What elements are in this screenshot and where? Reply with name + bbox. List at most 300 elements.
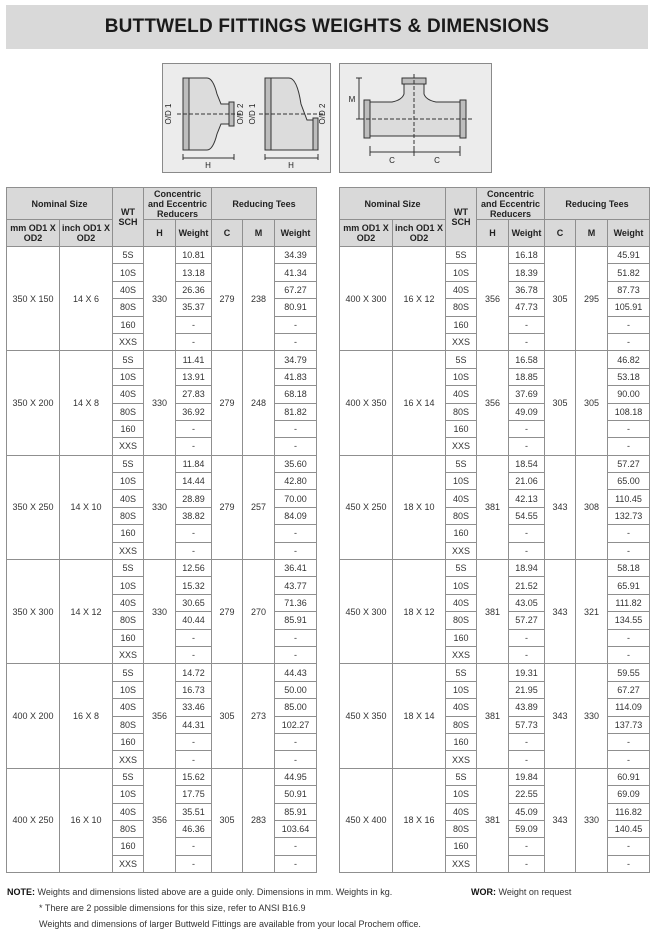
reducer-weight: 18.94: [509, 560, 545, 577]
reducer-weight: -: [509, 646, 545, 663]
reducer-drawing: [163, 64, 330, 172]
reducer-weight: -: [176, 525, 212, 542]
table-row: [340, 768, 650, 785]
tee-weight: 45.91: [608, 247, 650, 264]
reducer-weight: -: [509, 525, 545, 542]
reducer-weight: 35.51: [176, 803, 212, 820]
tee-m: 295: [576, 247, 608, 351]
reducer-weight: -: [176, 751, 212, 768]
wt-sch-header: WT SCH: [446, 188, 477, 247]
reducer-h: 381: [477, 560, 509, 664]
tee-weight: -: [275, 855, 317, 872]
reducer-weight: 36.92: [176, 403, 212, 420]
tee-weight: -: [608, 646, 650, 663]
reducer-diagram: [162, 63, 331, 173]
schedule: XXS: [446, 542, 477, 559]
reducer-weight: 47.73: [509, 299, 545, 316]
schedule: 5S: [446, 455, 477, 472]
tee-weight: 87.73: [608, 281, 650, 298]
reducers-header: Concentric and Eccentric Reducers: [144, 188, 212, 220]
wor-note: [471, 884, 571, 900]
wt-sch-header: WT SCH: [113, 188, 144, 247]
table-body: [340, 247, 650, 873]
c-header: C: [212, 220, 243, 247]
schedule: 160: [113, 316, 144, 333]
tee-weight: 42.80: [275, 473, 317, 490]
schedule: 80S: [446, 612, 477, 629]
tee-weight: 50.00: [275, 681, 317, 698]
tee-weight: 43.77: [275, 577, 317, 594]
schedule: 40S: [113, 281, 144, 298]
reducer-weight: 12.56: [176, 560, 212, 577]
reducer-weight: -: [509, 420, 545, 437]
tee-c: 279: [212, 455, 243, 559]
wor-label: WOR:: [471, 887, 496, 897]
table-row: [7, 560, 317, 577]
tee-c: 279: [212, 560, 243, 664]
schedule: 10S: [113, 577, 144, 594]
tee-weight: -: [608, 733, 650, 750]
reducer-weight: 21.95: [509, 681, 545, 698]
reducer-weight: 43.89: [509, 699, 545, 716]
h-header: H: [144, 220, 176, 247]
schedule: 40S: [446, 803, 477, 820]
reducer-weight: 16.73: [176, 681, 212, 698]
tee-weight: -: [275, 751, 317, 768]
size-mm: 350 X 250: [7, 455, 60, 559]
reducer-weight: -: [176, 542, 212, 559]
tee-m: 257: [243, 455, 275, 559]
reducer-weight: 16.18: [509, 247, 545, 264]
table-row: [7, 664, 317, 681]
c-header: C: [545, 220, 576, 247]
reducer-weight: 57.27: [509, 612, 545, 629]
tee-weight: 69.09: [608, 786, 650, 803]
tee-weight: 60.91: [608, 768, 650, 785]
reducer-weight: 27.83: [176, 386, 212, 403]
reducer-weight: 49.09: [509, 403, 545, 420]
reducer-weight: 16.58: [509, 351, 545, 368]
tee-weight: -: [608, 542, 650, 559]
tee-m: 330: [576, 664, 608, 768]
tee-weight: -: [275, 542, 317, 559]
reducer-weight: 40.44: [176, 612, 212, 629]
schedule: 10S: [446, 473, 477, 490]
tee-weight: 34.39: [275, 247, 317, 264]
tee-diagram: [339, 63, 492, 173]
tee-weight: -: [275, 838, 317, 855]
m-label: M: [348, 95, 356, 104]
schedule: 40S: [446, 490, 477, 507]
tee-m: 305: [576, 351, 608, 455]
size-inch: 18 X 10: [393, 455, 446, 559]
tee-weight: 132.73: [608, 507, 650, 524]
nominal-size-header: Nominal Size: [340, 188, 446, 220]
tee-weight: 44.43: [275, 664, 317, 681]
reducer-weight: -: [176, 838, 212, 855]
tee-weight: -: [275, 525, 317, 542]
size-mm: 450 X 300: [340, 560, 393, 664]
schedule: 80S: [113, 403, 144, 420]
tee-c: 343: [545, 560, 576, 664]
tee-m: 308: [576, 455, 608, 559]
reducer-h: 356: [477, 351, 509, 455]
reducer-weight: 30.65: [176, 594, 212, 611]
reducer-weight: 35.37: [176, 299, 212, 316]
table-row: [7, 455, 317, 472]
schedule: 160: [446, 420, 477, 437]
tee-weight: 34.79: [275, 351, 317, 368]
reducer-weight: -: [509, 438, 545, 455]
reducer-weight: 18.85: [509, 368, 545, 385]
size-inch: 18 X 16: [393, 768, 446, 872]
tee-weight: -: [608, 751, 650, 768]
reducer-weight: -: [176, 646, 212, 663]
schedule: 5S: [446, 560, 477, 577]
tee-m: 273: [243, 664, 275, 768]
tee-c: 343: [545, 455, 576, 559]
schedule: XXS: [446, 855, 477, 872]
table-row: [7, 247, 317, 264]
reducer-h: 330: [144, 455, 176, 559]
schedule: 10S: [113, 681, 144, 698]
h-label-a: H: [205, 161, 211, 170]
c-label-a: C: [389, 156, 395, 165]
schedule: 80S: [113, 716, 144, 733]
reducer-weight: 21.52: [509, 577, 545, 594]
tee-weight: 67.27: [275, 281, 317, 298]
size-mm: 450 X 250: [340, 455, 393, 559]
tee-weight: 105.91: [608, 299, 650, 316]
tee-m: 321: [576, 560, 608, 664]
tee-weight: -: [275, 420, 317, 437]
reducer-weight: 18.54: [509, 455, 545, 472]
schedule: 40S: [446, 594, 477, 611]
schedule: 5S: [113, 455, 144, 472]
schedule: 5S: [446, 664, 477, 681]
note-line-3: Weights and dimensions of larger Buttweld Fittings are available from your local Prochem office.: [39, 919, 421, 929]
reducer-weight: 13.18: [176, 264, 212, 281]
table-row: [340, 247, 650, 264]
reducer-h: 356: [144, 664, 176, 768]
size-inch: 16 X 10: [60, 768, 113, 872]
schedule: 5S: [113, 351, 144, 368]
reducer-weight: 54.55: [509, 507, 545, 524]
schedule: 10S: [446, 368, 477, 385]
inch-header: inch OD1 X OD2: [393, 220, 446, 247]
reducer-weight: -: [509, 333, 545, 350]
reducer-weight: 59.09: [509, 820, 545, 837]
tee-m: 238: [243, 247, 275, 351]
tee-weight: 116.82: [608, 803, 650, 820]
table-body: [7, 247, 317, 873]
tee-weight: 46.82: [608, 351, 650, 368]
tee-weight: 103.64: [275, 820, 317, 837]
reducer-weight: 44.31: [176, 716, 212, 733]
tee-weight: 114.09: [608, 699, 650, 716]
tee-weight-header: Weight: [275, 220, 317, 247]
reducer-h: 356: [477, 247, 509, 351]
inch-header: inch OD1 X OD2: [60, 220, 113, 247]
size-inch: 14 X 6: [60, 247, 113, 351]
schedule: 40S: [446, 281, 477, 298]
schedule: 80S: [446, 299, 477, 316]
tee-weight: 85.91: [275, 612, 317, 629]
tee-weight: -: [275, 733, 317, 750]
reducer-h: 330: [144, 247, 176, 351]
schedule: 160: [113, 629, 144, 646]
tee-weight: -: [608, 629, 650, 646]
tee-weight: -: [275, 438, 317, 455]
reducer-weight: -: [176, 733, 212, 750]
tee-weight: 90.00: [608, 386, 650, 403]
tee-weight: 81.82: [275, 403, 317, 420]
size-mm: 350 X 300: [7, 560, 60, 664]
tee-c: 343: [545, 768, 576, 872]
schedule: 10S: [113, 264, 144, 281]
schedule: XXS: [446, 438, 477, 455]
table-row: [7, 768, 317, 785]
size-inch: 16 X 8: [60, 664, 113, 768]
reducer-weight: -: [176, 420, 212, 437]
reducer-weight-header: Weight: [509, 220, 545, 247]
tee-c: 343: [545, 664, 576, 768]
reducer-weight-header: Weight: [176, 220, 212, 247]
reducer-weight: 38.82: [176, 507, 212, 524]
schedule: XXS: [113, 855, 144, 872]
tee-weight-header: Weight: [608, 220, 650, 247]
schedule: 160: [446, 629, 477, 646]
tee-weight: -: [608, 420, 650, 437]
schedule: XXS: [113, 333, 144, 350]
tee-weight: 102.27: [275, 716, 317, 733]
size-inch: 18 X 12: [393, 560, 446, 664]
schedule: XXS: [113, 751, 144, 768]
reducer-weight: 46.36: [176, 820, 212, 837]
tee-weight: -: [608, 838, 650, 855]
tee-weight: 65.91: [608, 577, 650, 594]
tee-weight: 50.91: [275, 786, 317, 803]
tee-weight: -: [275, 629, 317, 646]
tee-c: 279: [212, 247, 243, 351]
schedule: 10S: [446, 264, 477, 281]
reducer-weight: 10.81: [176, 247, 212, 264]
reducer-weight: -: [176, 629, 212, 646]
schedule: 160: [446, 733, 477, 750]
size-mm: 400 X 250: [7, 768, 60, 872]
reducer-weight: 13.91: [176, 368, 212, 385]
h-label-b: H: [288, 161, 294, 170]
tee-weight: -: [608, 316, 650, 333]
reducer-weight: 15.62: [176, 768, 212, 785]
schedule: 10S: [446, 681, 477, 698]
schedule: 40S: [113, 386, 144, 403]
reducer-weight: -: [509, 629, 545, 646]
reducer-weight: 57.73: [509, 716, 545, 733]
od1-label-b: O/D 1: [248, 103, 257, 125]
dimensions-table-right: [339, 187, 650, 873]
schedule: 10S: [113, 473, 144, 490]
tee-weight: -: [608, 855, 650, 872]
tee-weight: 71.36: [275, 594, 317, 611]
size-mm: 400 X 200: [7, 664, 60, 768]
tee-weight: -: [275, 316, 317, 333]
size-mm: 350 X 150: [7, 247, 60, 351]
schedule: XXS: [113, 438, 144, 455]
schedule: 40S: [446, 699, 477, 716]
schedule: 160: [113, 733, 144, 750]
reducer-weight: 28.89: [176, 490, 212, 507]
tee-weight: 108.18: [608, 403, 650, 420]
schedule: 40S: [113, 699, 144, 716]
reducer-weight: 21.06: [509, 473, 545, 490]
tee-weight: 110.45: [608, 490, 650, 507]
tee-weight: -: [275, 646, 317, 663]
reducer-weight: -: [176, 438, 212, 455]
tee-weight: 57.27: [608, 455, 650, 472]
schedule: XXS: [446, 646, 477, 663]
schedule: 80S: [446, 507, 477, 524]
reducer-h: 381: [477, 455, 509, 559]
tee-weight: 59.55: [608, 664, 650, 681]
schedule: 10S: [113, 368, 144, 385]
reducer-weight: 33.46: [176, 699, 212, 716]
tee-c: 305: [545, 351, 576, 455]
od2-label-a: O/D 2: [236, 103, 245, 125]
tee-m: 283: [243, 768, 275, 872]
tee-weight: 85.00: [275, 699, 317, 716]
tee-weight: 51.82: [608, 264, 650, 281]
tee-weight: 41.34: [275, 264, 317, 281]
schedule: 5S: [113, 768, 144, 785]
tee-weight: 137.73: [608, 716, 650, 733]
table-row: [340, 560, 650, 577]
reducer-weight: 36.78: [509, 281, 545, 298]
schedule: 10S: [446, 786, 477, 803]
tee-weight: -: [275, 333, 317, 350]
schedule: 80S: [446, 820, 477, 837]
tee-weight: 84.09: [275, 507, 317, 524]
tee-weight: 134.55: [608, 612, 650, 629]
schedule: 160: [446, 838, 477, 855]
tee-weight: 70.00: [275, 490, 317, 507]
schedule: 80S: [113, 507, 144, 524]
od1-label-a: O/D 1: [164, 103, 173, 125]
schedule: 40S: [113, 490, 144, 507]
reducer-h: 381: [477, 664, 509, 768]
reducer-weight: -: [509, 733, 545, 750]
tee-c: 305: [545, 247, 576, 351]
reducer-weight: 19.31: [509, 664, 545, 681]
schedule: 10S: [113, 786, 144, 803]
reducer-weight: 17.75: [176, 786, 212, 803]
table-row: [340, 455, 650, 472]
reducer-weight: -: [176, 316, 212, 333]
reducer-weight: 18.39: [509, 264, 545, 281]
tee-weight: 140.45: [608, 820, 650, 837]
size-mm: 400 X 300: [340, 247, 393, 351]
tee-weight: 80.91: [275, 299, 317, 316]
size-mm: 400 X 350: [340, 351, 393, 455]
schedule: 5S: [446, 247, 477, 264]
size-inch: 14 X 12: [60, 560, 113, 664]
reducer-h: 330: [144, 351, 176, 455]
h-header: H: [477, 220, 509, 247]
reducers-header: Concentric and Eccentric Reducers: [477, 188, 545, 220]
reducer-weight: 19.84: [509, 768, 545, 785]
schedule: 80S: [113, 299, 144, 316]
tee-weight: 67.27: [608, 681, 650, 698]
tee-weight: -: [608, 438, 650, 455]
tee-weight: 65.00: [608, 473, 650, 490]
schedule: 5S: [113, 560, 144, 577]
schedule: 5S: [446, 351, 477, 368]
reducer-h: 356: [144, 768, 176, 872]
m-header: M: [243, 220, 275, 247]
tee-m: 270: [243, 560, 275, 664]
m-header: M: [576, 220, 608, 247]
reducer-weight: -: [509, 542, 545, 559]
tee-weight: 58.18: [608, 560, 650, 577]
tee-c: 279: [212, 351, 243, 455]
schedule: 80S: [446, 403, 477, 420]
tee-weight: 36.41: [275, 560, 317, 577]
note-line-2: * There are 2 possible dimensions for this size, refer to ANSI B16.9: [39, 903, 306, 913]
tee-weight: -: [608, 525, 650, 542]
schedule: 160: [113, 838, 144, 855]
reducer-weight: 42.13: [509, 490, 545, 507]
tee-weight: 68.18: [275, 386, 317, 403]
reducer-weight: -: [176, 855, 212, 872]
reducer-weight: 45.09: [509, 803, 545, 820]
reducer-weight: -: [509, 838, 545, 855]
reducer-weight: 11.41: [176, 351, 212, 368]
size-inch: 16 X 14: [393, 351, 446, 455]
schedule: 5S: [113, 664, 144, 681]
tee-weight: 44.95: [275, 768, 317, 785]
mm-header: mm OD1 X OD2: [340, 220, 393, 247]
tees-header: Reducing Tees: [212, 188, 317, 220]
schedule: 80S: [113, 820, 144, 837]
reducer-weight: 14.72: [176, 664, 212, 681]
tee-m: 248: [243, 351, 275, 455]
reducer-weight: 37.69: [509, 386, 545, 403]
tees-header: Reducing Tees: [545, 188, 650, 220]
nominal-size-header: Nominal Size: [7, 188, 113, 220]
schedule: 5S: [113, 247, 144, 264]
od2-label-b: O/D 2: [318, 103, 327, 125]
schedule: 10S: [446, 577, 477, 594]
tee-drawing: [340, 64, 491, 172]
size-inch: 14 X 8: [60, 351, 113, 455]
tee-weight: 111.82: [608, 594, 650, 611]
reducer-weight: -: [509, 316, 545, 333]
tee-weight: 41.83: [275, 368, 317, 385]
table-row: [340, 351, 650, 368]
reducer-h: 381: [477, 768, 509, 872]
note-label: NOTE:: [7, 887, 35, 897]
dimensions-table-left: [6, 187, 317, 873]
tee-c: 305: [212, 768, 243, 872]
size-mm: 450 X 400: [340, 768, 393, 872]
reducer-weight: 26.36: [176, 281, 212, 298]
schedule: 80S: [113, 612, 144, 629]
tee-weight: 85.91: [275, 803, 317, 820]
reducer-weight: 15.32: [176, 577, 212, 594]
schedule: 80S: [446, 716, 477, 733]
wor-text: Weight on request: [498, 887, 572, 897]
schedule: 160: [113, 525, 144, 542]
